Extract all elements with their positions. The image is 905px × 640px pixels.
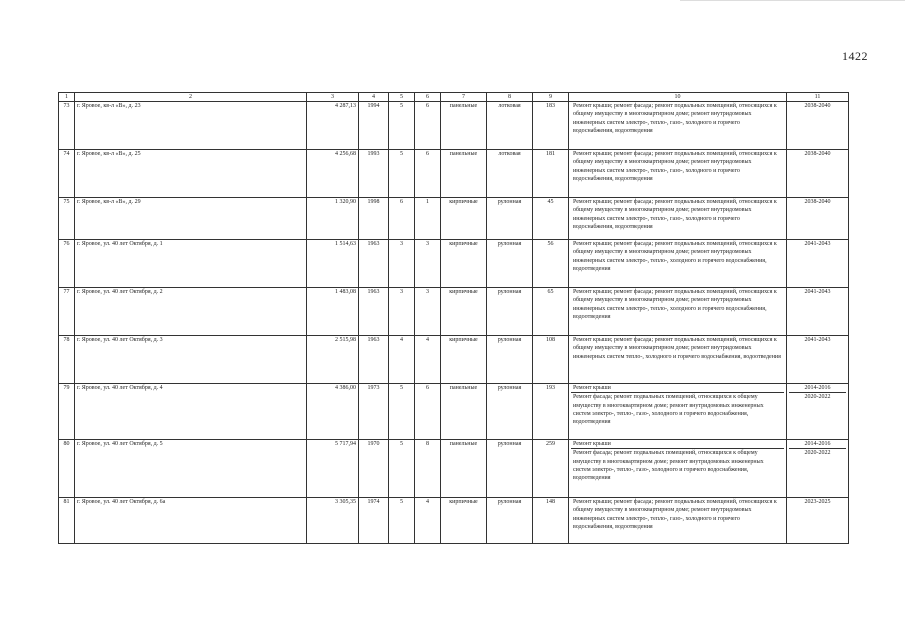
repair-period-text: 2041-2043 (804, 337, 831, 344)
floors-cell: 5 (389, 384, 415, 440)
row-number: 79 (59, 384, 75, 440)
roof-type-cell: рулонная (487, 384, 533, 440)
roof-type-cell: лотковая (487, 150, 533, 198)
area-cell: 4 386,00 (307, 384, 359, 440)
apartments-cell: 56 (533, 240, 569, 288)
top-edge-strip (680, 0, 905, 4)
wall-material-cell: кирпичные (441, 288, 487, 336)
floors-cell: 4 (389, 336, 415, 384)
entrances-cell: 6 (415, 102, 441, 150)
build-year-cell: 1963 (359, 288, 389, 336)
build-year-cell: 1998 (359, 198, 389, 240)
work-types-cell (569, 150, 787, 198)
repair-period-text: 2041-2043 (804, 289, 831, 296)
build-year-cell: 1974 (359, 498, 389, 544)
apartments-cell: 181 (533, 150, 569, 198)
address-cell: г. Яровое, ул. 40 лет Октября, д. 5 (75, 440, 307, 498)
address-cell: г. Яровое, ул. 40 лет Октября, д. 6а (75, 498, 307, 544)
repair-period-text: 2023-2025 (804, 499, 831, 506)
row-number: 75 (59, 198, 75, 240)
column-number-7: 7 (441, 93, 487, 102)
repair-period-text: 2020-2022 (789, 448, 846, 457)
floors-cell: 5 (389, 102, 415, 150)
repair-period-cell (787, 288, 849, 336)
area-cell: 5 717,94 (307, 440, 359, 498)
build-year-cell: 1963 (359, 240, 389, 288)
area-cell: 2 515,98 (307, 336, 359, 384)
table-row (59, 198, 849, 240)
row-number: 74 (59, 150, 75, 198)
address-cell: г. Яровое, кв-л «В», д. 23 (75, 102, 307, 150)
repair-period-text: 2041-2043 (804, 241, 831, 248)
column-number-row (59, 93, 849, 102)
work-types-cell (569, 102, 787, 150)
table-row (59, 336, 849, 384)
area-cell: 1 320,90 (307, 198, 359, 240)
row-number: 80 (59, 440, 75, 498)
work-type-text: Ремонт крыши; ремонт фасада; ремонт подвальных помещений, относящихся к общему имуществу в многоквартирном доме; ремонт внутридомовых инженерных систем тепло-, холодного и горячего водоснабжения, водоотведения (573, 337, 781, 360)
floors-cell: 3 (389, 288, 415, 336)
address-cell: г. Яровое, ул. 40 лет Октября, д. 1 (75, 240, 307, 288)
column-number-9: 9 (533, 93, 569, 102)
wall-material-cell: кирпичные (441, 336, 487, 384)
roof-type-cell: рулонная (487, 440, 533, 498)
apartments-cell: 259 (533, 440, 569, 498)
work-type-text: Ремонт фасада; ремонт подвальных помещений, относящихся к общему имуществу в многоквартирном доме; ремонт внутридомовых инженерных систем электро-, тепло-, газо-, холодного и горячего водоснабжения, водоотведения (571, 448, 784, 482)
area-cell: 1 483,08 (307, 288, 359, 336)
repair-period-text: 2014-2016 (804, 441, 831, 448)
wall-material-cell: панельные (441, 384, 487, 440)
column-number-3: 3 (307, 93, 359, 102)
work-types-cell (569, 440, 787, 498)
roof-type-cell: рулонная (487, 240, 533, 288)
build-year-cell: 1963 (359, 336, 389, 384)
floors-cell: 5 (389, 440, 415, 498)
column-number-10: 10 (569, 93, 787, 102)
housing-register-table (58, 92, 849, 544)
work-types-cell (569, 498, 787, 544)
roof-type-cell: рулонная (487, 198, 533, 240)
row-number: 81 (59, 498, 75, 544)
roof-type-cell: рулонная (487, 336, 533, 384)
work-type-text: Ремонт крыши; ремонт фасада; ремонт подвальных помещений, относящихся к общему имуществу в многоквартирном доме; ремонт внутридомовых инженерных систем электро-, тепло-, газо-, холодного и горячего водоснабжения, водоотведения (573, 103, 777, 134)
column-number-6: 6 (415, 93, 441, 102)
table-row (59, 384, 849, 440)
build-year-cell: 1994 (359, 102, 389, 150)
column-number-5: 5 (389, 93, 415, 102)
work-type-text: Ремонт крыши (573, 385, 611, 392)
table-row (59, 240, 849, 288)
table-body (59, 102, 849, 544)
row-number: 76 (59, 240, 75, 288)
work-types-cell (569, 336, 787, 384)
work-type-text: Ремонт фасада; ремонт подвальных помещений, относящихся к общему имуществу в многоквартирном доме; ремонт внутридомовых инженерных систем электро-, тепло-, газо-, холодного и горячего водоснабжения, водоотведения (571, 392, 784, 426)
build-year-cell: 1973 (359, 384, 389, 440)
repair-period-cell (787, 240, 849, 288)
area-cell: 1 514,63 (307, 240, 359, 288)
table-row (59, 288, 849, 336)
repair-period-cell (787, 498, 849, 544)
table-row (59, 498, 849, 544)
apartments-cell: 183 (533, 102, 569, 150)
work-type-text: Ремонт крыши; ремонт фасада; ремонт подвальных помещений, относящихся к общему имуществу в многоквартирном доме; ремонт внутридомовых инженерных систем электро-, тепло-, газо-, холодного и горячего водоснабжения, водоотведения (573, 499, 777, 530)
address-cell: г. Яровое, ул. 40 лет Октября, д. 2 (75, 288, 307, 336)
work-type-text: Ремонт крыши; ремонт фасада; ремонт подвальных помещений, относящихся к общему имуществу в многоквартирном доме; ремонт внутридомовых инженерных систем электро-, тепло-, холодного и горячего водоснабжения, водоотведения (573, 289, 777, 320)
repair-period-text: 2038-2040 (804, 151, 831, 158)
row-number: 78 (59, 336, 75, 384)
floors-cell: 3 (389, 240, 415, 288)
repair-period-text: 2020-2022 (789, 392, 846, 401)
wall-material-cell: панельные (441, 150, 487, 198)
column-number-2: 2 (75, 93, 307, 102)
repair-period-cell (787, 198, 849, 240)
work-type-text: Ремонт крыши; ремонт фасада; ремонт подвальных помещений, относящихся к общему имуществу в многоквартирном доме; ремонт внутридомовых инженерных систем электро-, тепло-, газо-, холодного и горячего водоснабжения, водоотведения (573, 199, 777, 230)
repair-period-cell (787, 336, 849, 384)
apartments-cell: 65 (533, 288, 569, 336)
roof-type-cell: лотковая (487, 102, 533, 150)
table-row (59, 102, 849, 150)
column-number-8: 8 (487, 93, 533, 102)
repair-period-text: 2038-2040 (804, 103, 831, 110)
repair-period-text: 2038-2040 (804, 199, 831, 206)
table-row (59, 150, 849, 198)
floors-cell: 5 (389, 150, 415, 198)
table-row (59, 440, 849, 498)
floors-cell: 5 (389, 498, 415, 544)
work-types-cell (569, 198, 787, 240)
entrances-cell: 4 (415, 336, 441, 384)
wall-material-cell: кирпичные (441, 198, 487, 240)
floors-cell: 6 (389, 198, 415, 240)
entrances-cell: 3 (415, 240, 441, 288)
row-number: 77 (59, 288, 75, 336)
column-number-11: 11 (787, 93, 849, 102)
work-type-text: Ремонт крыши (573, 441, 611, 448)
work-types-cell (569, 384, 787, 440)
roof-type-cell: рулонная (487, 498, 533, 544)
apartments-cell: 108 (533, 336, 569, 384)
work-type-text: Ремонт крыши; ремонт фасада; ремонт подвальных помещений, относящихся к общему имуществу в многоквартирном доме; ремонт внутридомовых инженерных систем электро-, тепло-, холодного и горячего водоснабжения, водоотведения (573, 241, 777, 272)
roof-type-cell: рулонная (487, 288, 533, 336)
repair-period-cell (787, 102, 849, 150)
wall-material-cell: панельные (441, 440, 487, 498)
entrances-cell: 6 (415, 150, 441, 198)
address-cell: г. Яровое, ул. 40 лет Октября, д. 4 (75, 384, 307, 440)
entrances-cell: 1 (415, 198, 441, 240)
table-header (59, 93, 849, 102)
row-number: 73 (59, 102, 75, 150)
area-cell: 4 287,13 (307, 102, 359, 150)
wall-material-cell: панельные (441, 102, 487, 150)
column-number-4: 4 (359, 93, 389, 102)
wall-material-cell: кирпичные (441, 498, 487, 544)
work-type-text: Ремонт крыши; ремонт фасада; ремонт подвальных помещений, относящихся к общему имуществу в многоквартирном доме; ремонт внутридомовых инженерных систем электро-, тепло-, газо-, холодного и горячего водоснабжения, водоотведения (573, 151, 777, 182)
apartments-cell: 193 (533, 384, 569, 440)
entrances-cell: 4 (415, 498, 441, 544)
work-types-cell (569, 288, 787, 336)
build-year-cell: 1993 (359, 150, 389, 198)
apartments-cell: 45 (533, 198, 569, 240)
repair-period-cell (787, 150, 849, 198)
repair-period-cell (787, 384, 849, 440)
address-cell: г. Яровое, кв-л «В», д. 25 (75, 150, 307, 198)
address-cell: г. Яровое, кв-л «В», д. 29 (75, 198, 307, 240)
column-number-1: 1 (59, 93, 75, 102)
work-types-cell (569, 240, 787, 288)
page-number: 1422 (842, 49, 868, 63)
area-cell: 4 256,68 (307, 150, 359, 198)
wall-material-cell: кирпичные (441, 240, 487, 288)
entrances-cell: 3 (415, 288, 441, 336)
repair-period-text: 2014-2016 (804, 385, 831, 392)
repair-period-cell (787, 440, 849, 498)
entrances-cell: 6 (415, 384, 441, 440)
area-cell: 3 305,35 (307, 498, 359, 544)
build-year-cell: 1970 (359, 440, 389, 498)
address-cell: г. Яровое, ул. 40 лет Октября, д. 3 (75, 336, 307, 384)
entrances-cell: 8 (415, 440, 441, 498)
apartments-cell: 148 (533, 498, 569, 544)
